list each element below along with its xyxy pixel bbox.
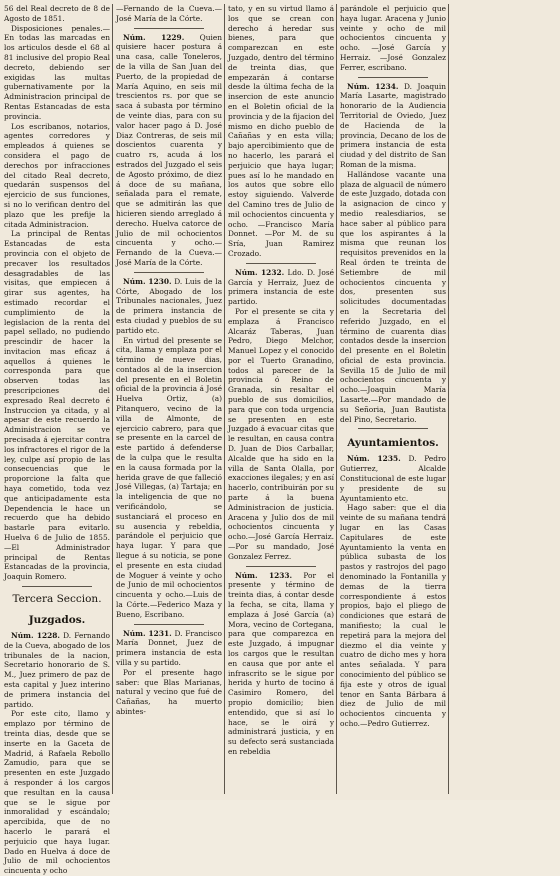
- notice-paragraph: [340, 454, 446, 503]
- paragraph-text: Hago saber: que el dia veinte de su mañana tendrá lugar en las Casas Capitulares de este Ayuntamiento la venta en pública subasta de los pastos y rastrojos del pago denominado la Fontanilla y demas de la tierra correspondiente á estos propios, bajo el pliego de condiciones que estará de manifiesto; la cual le repetirá para la mejora del diezmo el dia veinte y cuatro de dicho mes y hora antes señalada. Y para conocimiento del público se fija este y otros de igual tenor en Santa Bárbara á diez de Julio de mil ochocientos cincuenta y ocho.—Pedro Gutierrez.: [340, 503, 446, 728]
- notice-number: Núm. 1229.: [123, 32, 185, 42]
- paragraph: [116, 668, 222, 717]
- notice-paragraph: [116, 629, 222, 668]
- paragraph-text: Los escribanos, notarios, agentes corredores y empleados á quienes se considera el pago de derechos por infracciones del citado Real decreto, quedarán suspensos del ejercicio de sus funciones, si no lo verifican dentro del plazo que les prefije la citada Administracion.: [4, 121, 110, 229]
- paragraph-text: Por el presente se cita y emplaza á Francisco Alcaráz Taberas, Juan Pedro, Diego Melchor, Manuel Lopez y el conocido por el Tuerto Granadino, todos al parecer de la provincia ó Reino de Granada, sin resaltar el pueblo de sus domicilios, para que con toda urgencia se presenten en este Juzgado á evacuar citas que le resultan, en causa contra D. Juan de Dios Carballar, Alcalde que ha sido en la villa de Santa Olalla, por exacciones ilegales; y en así hacerlo, contribuirán por su parte á la buena Administracion de justicia. Aracena y Julio dos de mil ochocientos cincuenta y ocho.—José García Herraiz.—Por su mandado, José Gonzalez Ferrez.: [228, 306, 334, 561]
- notice-paragraph: [228, 571, 334, 757]
- paragraph-text: D. Francisco María Donnet, Juez de primera instancia de esta villa y su partido.: [116, 628, 222, 667]
- paragraph-text: D. Pedro Gutierrez, Alcalde Constitucional de este lugar y presidente de su Ayuntamiento etc.: [340, 454, 446, 503]
- section-rule: [22, 586, 92, 587]
- column-5: [452, 4, 558, 798]
- notice-paragraph: [340, 82, 446, 170]
- notice-paragraph: [116, 33, 222, 268]
- column-divider: [112, 4, 113, 794]
- notice-number: Núm. 1234.: [347, 81, 399, 91]
- paragraph-text: —Fernando de la Cueva.—José María de la Córte.: [116, 4, 222, 23]
- notice-number: Núm. 1228.: [11, 631, 61, 641]
- paragraph-text: D. Joaquin María Lasarte, magistrado honorario de la Audiencia Territorial de Oviedo, Juez de Hacienda de la provincia, Decano de los de primera instancia de esta ciudad y del distrito de San Roman de la misma.: [340, 81, 446, 169]
- paragraph: [4, 4, 110, 24]
- subsection-heading: Juzgados.: [28, 614, 86, 627]
- section-rule: [134, 624, 204, 625]
- notice-number: Núm. 1233.: [235, 570, 293, 580]
- notice-paragraph: [4, 631, 110, 709]
- section-rule: [358, 77, 428, 78]
- section-rule: [134, 272, 204, 273]
- paragraph: [228, 4, 334, 259]
- paragraph-text: D. Fernando de la Cueva, abogado de los tribunales de la nacion, Secretario honorario de S. M., Juez primero de paz de esta capital y Juez interino de primera instancia del partido.: [4, 631, 110, 709]
- paragraph-text: Por el presente hago saber: que Blas Marianas, natural y vecino que fué de Cañañas, ha muerto abintes-: [116, 667, 222, 716]
- column-2: [116, 4, 222, 798]
- notice-number: Núm. 1231.: [123, 628, 172, 638]
- paragraph-text: tato, y en su virtud llamo á los que se crean con derecho á heredar sus bienes, para que comparezcan en este Juzgado, dentro del término de treinta dias, que empezarán á contarse desde la última fecha de la insercion de este anuncio en el Boletin oficial de la provincia y de la fijacion del mismo en dicho pueblo de Cañañas y en esta villa; bajo apercibimiento que de no hacerlo, les parará el perjuicio que haya lugar; pues así lo he mandado en los autos que sobre ello estoy siguiendo. Valverde del Camino tres de Julio de mil ochocientos cincuenta y ocho. —Francisco María Donnet. —Por M. de su Sría, Juan Ramirez Crozado.: [228, 4, 334, 258]
- notice-paragraph: [116, 277, 222, 336]
- notice-paragraph: [228, 268, 334, 307]
- notice-number: Núm. 1232.: [235, 267, 285, 277]
- paragraph: [340, 503, 446, 728]
- paragraph-text: Hallándose vacante una plaza de alguacil de número de este Juzgado, dotada con la asignacion de cinco y medio realesdiarios, se hace saber al público para que los aspirantes á la misma que reunan los requisitos prevenidos en la Real órden te treinta de Setiembre de mil ochocientos cincuenta y dos, presenten sus solicitudes documentadas en la Secretaria del referido Juzgado, en el término de cuarenta dias contados desde la insercion del presente en el Boletin oficial de esta provincia. Sevilla 15 de Julio de mil ochocientos cincuenta y ocho.—Joaquin María Lasarte.—Por mandado de su Señoria, Juan Bautista del Pino, Secretario.: [340, 169, 446, 424]
- paragraph: [228, 307, 334, 562]
- paragraph: [4, 229, 110, 582]
- section-rule: [246, 566, 316, 567]
- paragraph: [340, 170, 446, 425]
- paragraph-text: parándole el perjuicio que haya lugar. Aracena y Junio veinte y ocho de mil ochocientos cincuenta y ocho. —José García y Herraiz. —José Gonzalez Ferrer, escribano.: [340, 4, 446, 72]
- notice-number: Núm. 1230.: [123, 276, 172, 286]
- paragraph-text: Quien quisiere hacer postura á una casa, calle Toneleros, de la villa de San Juan del Puerto, de la propiedad de María Aquino, en seis mil trescientos rs. por que se saca á subasta por término de veinte dias, para con su valor hacer pago á D. José Diaz Contreras, de seis mil doscientos cuarenta y cuatro rs, acuda á los estrados del Juzgado el seis de Agosto próximo, de diez á doce de su mañana, señalada para el remate, que se admitirán las que hicieren siendo arreglado á derecho. Huelva catorce de Julio de mil ochocientos cincuenta y ocho.—Fernando de la Cueva.—José María de la Córte.: [116, 32, 222, 267]
- section-heading: Tercera Seccion.: [12, 593, 102, 606]
- column-3: [228, 4, 334, 798]
- paragraph-text: 56 del Real decreto de 8 de Agosto de 1851.: [4, 4, 110, 23]
- column-divider: [448, 4, 449, 794]
- paragraph-text: Disposiciones penales.—En todas las marcadas en los articulos desde el 68 al 81 inclusive del propio Real decreto, debiendo ser exigidas las multas gubernativamente por la Administracion principal de Rentas Estancadas de esta provincia.: [4, 23, 110, 121]
- paragraph: [116, 4, 222, 24]
- column-4: [340, 4, 446, 798]
- column-divider: [224, 4, 225, 794]
- paragraph-text: Ldo. D. José García y Herraiz, Juez de primera instancia de este partido.: [228, 267, 334, 307]
- paragraph-text: Por este cito, llamo y emplazo por término de treinta dias, desde que se inserte en la Gaceta de Madrid, á Rafaela Rebollo Zamudio, para que se presenten en este Juzgado á responder á los cargos que resultan en la causa que se le sigue por inmoralidad y escándalo; apercibida, que de no hacerlo le parará el perjuicio que haya lugar. Dado en Huelva á doce de Julio de mil ochocientos cincuenta y ocho: [4, 709, 110, 876]
- section-rule: [246, 263, 316, 264]
- paragraph-text: Por el presente y término de treinta dias, á contar desde la fecha, se cita, llama y emplaza á José García (a) Mora, vecino de Cortegana, para que comparezca en este Juzgado, á impugnar los cargos que le resultan en causa que por ante el infrascrito se le sigue por herida y hurto de tocino á Casimiro Romero, del propio domicilio; bien entendido, que si así lo hace, se le oirá y administrará justicia, y en su defecto será sustanciada en rebeldia: [228, 570, 334, 756]
- paragraph: [4, 709, 110, 876]
- paragraph-text: D. Luis de la Córte, Abogado de los Tribunales nacionales, Juez de primera instancia de esta ciudad y pueblos de su partido etc.: [116, 276, 222, 335]
- paragraph-text: En virtud del presente se cita, llama y emplaza por el término de nueve dias, contados al de la insercion del presente en el Boletin oficial de la provincia á José Huelva Ortiz, (a) Pitanquero, vecino de la villa de Almonte, de ejercicio cabrero, para que se presente en la carcel de este partido á defenderse de la culpa que le resulta en la causa formada por la herida grave de que falleció José Villegas, (a) Tartaja; en la inteligencia de que no verificándolo, se sustanciará el proceso en su ausencia y rebeldia, parándole el perjuicio que haya lugar. Y para que llegue á su noticia, se pone el presente en esta ciudad de Moguer á veinte y ocho de Junio de mil ochocientos cincuenta y ocho.—Luis de la Córte.—Federico Maza y Bueno, Escribano.: [116, 335, 222, 619]
- paragraph: [4, 24, 110, 122]
- paragraph: [4, 122, 110, 230]
- section-rule: [358, 428, 428, 429]
- column-1: [4, 4, 110, 876]
- column-divider: [336, 4, 337, 794]
- section-rule: [134, 28, 204, 29]
- subsection-heading: Ayuntamientos.: [347, 437, 439, 450]
- paragraph: [116, 336, 222, 620]
- notice-number: Núm. 1235.: [347, 454, 401, 464]
- paragraph: [340, 4, 446, 73]
- paragraph-text: La principal de Rentas Estancadas de esta provincia con el objeto de precaver los resultados desagradables de las visitas, que empiecen á girar sus agentes, ha estimado recordar el cumplimiento de la legislacion de la renta del papel sellado, no pudiendo prescindir de hacer la invitacion mas eficaz á aquellos á quienes le corresponda para que observen todas las prescripciones del expresado Real decreto é Instruccion ya citada, y al apesar de este recuerdo la Administracion se ve precisada á ejercitar contra los infractores el rigor de la ley, culpe así propio de las consecuencias que le proporcione la falta que haya cometido, toda vez que anticipadamente esta Dependencia le hace un recuerdo que ha debido bastarle para evitarlo. Huelva 6 de Julio de 1855.—El Administrador principal de Rentas Estancadas de la provincia, Joaquin Romero.: [4, 229, 110, 582]
